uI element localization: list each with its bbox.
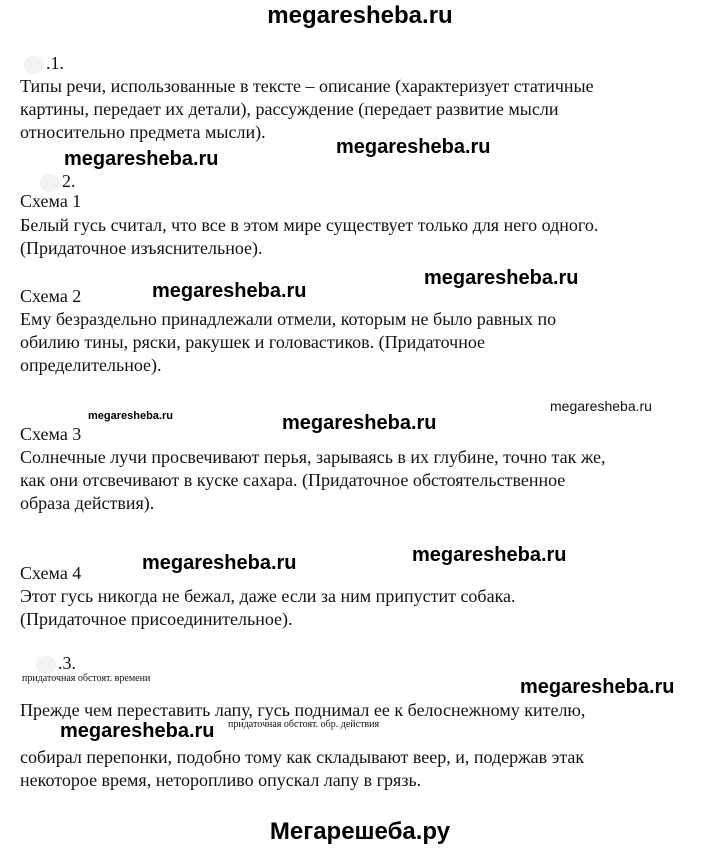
text-line: (Придаточное присоединительное). — [20, 609, 293, 629]
scheme-4-text — [20, 585, 516, 631]
text-line: некоторое время, неторопливо опускал лапу в грязь. — [20, 770, 422, 790]
scheme-2-text — [20, 308, 556, 377]
scheme-3-label: Схема 3 — [20, 424, 82, 444]
text-line: как они отсвечивают в куске сахара. (Придаточное обстоятельственное — [20, 470, 566, 490]
text-line: картины, передает их детали), рассуждение (передает развитие мысли — [20, 99, 559, 119]
text-line: (Придаточное изъяснительное). — [20, 238, 263, 258]
watermark-plain: megaresheba.ru — [550, 398, 652, 414]
text-line: относительно предмета мысли). — [20, 122, 266, 142]
task-3-number — [36, 652, 76, 674]
redaction-blob — [24, 56, 44, 74]
watermark: megaresheba.ru — [520, 676, 675, 698]
watermark: megaresheba.ru — [282, 412, 437, 434]
annotation-time-clause: придаточная обстоят. времени — [22, 673, 151, 684]
redaction-blob — [36, 656, 56, 674]
footer-watermark: Мегарешеба.ру — [269, 818, 451, 845]
text-line: образа действия). — [20, 493, 155, 513]
text-line: Этот гусь никогда не бежал, даже если за ним припустит собака. — [20, 586, 516, 606]
annotation-manner-clause: придаточная обстоят. обр. действия — [228, 719, 380, 730]
scheme-1-text — [20, 214, 598, 260]
scheme-2-label: Схема 2 — [20, 286, 82, 306]
text-line: Солнечные лучи просвечивают перья, зарываясь в их глубине, точно так же, — [20, 447, 606, 467]
task-3-number-label: .3. — [58, 653, 76, 673]
scheme-3-text — [20, 446, 606, 515]
watermark: megaresheba.ru — [424, 267, 579, 289]
task-3-line-1: Прежде чем переставить лапу, гусь поднимал ее к белоснежному кителю, — [20, 700, 586, 720]
task-1-number — [24, 52, 64, 74]
watermark: megaresheba.ru — [336, 136, 491, 158]
task-1-text — [20, 75, 594, 144]
task-1-number-label: .1. — [46, 53, 64, 73]
watermark-small: megaresheba.ru — [88, 410, 173, 422]
header-watermark: megaresheba.ru — [267, 2, 453, 29]
watermark: megaresheba.ru — [152, 280, 307, 302]
task-2-number-label: 2. — [62, 171, 76, 191]
watermark: megaresheba.ru — [142, 552, 297, 574]
watermark: megaresheba.ru — [60, 720, 215, 742]
text-line: Ему безраздельно принадлежали отмели, которым не было равных по — [20, 309, 557, 329]
scheme-4-label: Схема 4 — [20, 563, 82, 583]
text-line: обилию тины, ряски, ракушек и головастиков. (Придаточное — [20, 332, 486, 352]
task-2-number — [40, 170, 76, 192]
text-line: собирал перепонки, подобно тому как складывают веер, и, подержав этак — [20, 747, 585, 767]
text-line: Типы речи, использованные в тексте – описание (характеризует статичные — [20, 76, 594, 96]
text-line: Белый гусь считал, что все в этом мире существует только для него одного. — [20, 215, 599, 235]
task-3-text — [20, 746, 584, 792]
text-line: определительное). — [20, 355, 162, 375]
watermark: megaresheba.ru — [64, 148, 219, 170]
watermark: megaresheba.ru — [412, 544, 567, 566]
scheme-1-label: Схема 1 — [20, 191, 82, 211]
